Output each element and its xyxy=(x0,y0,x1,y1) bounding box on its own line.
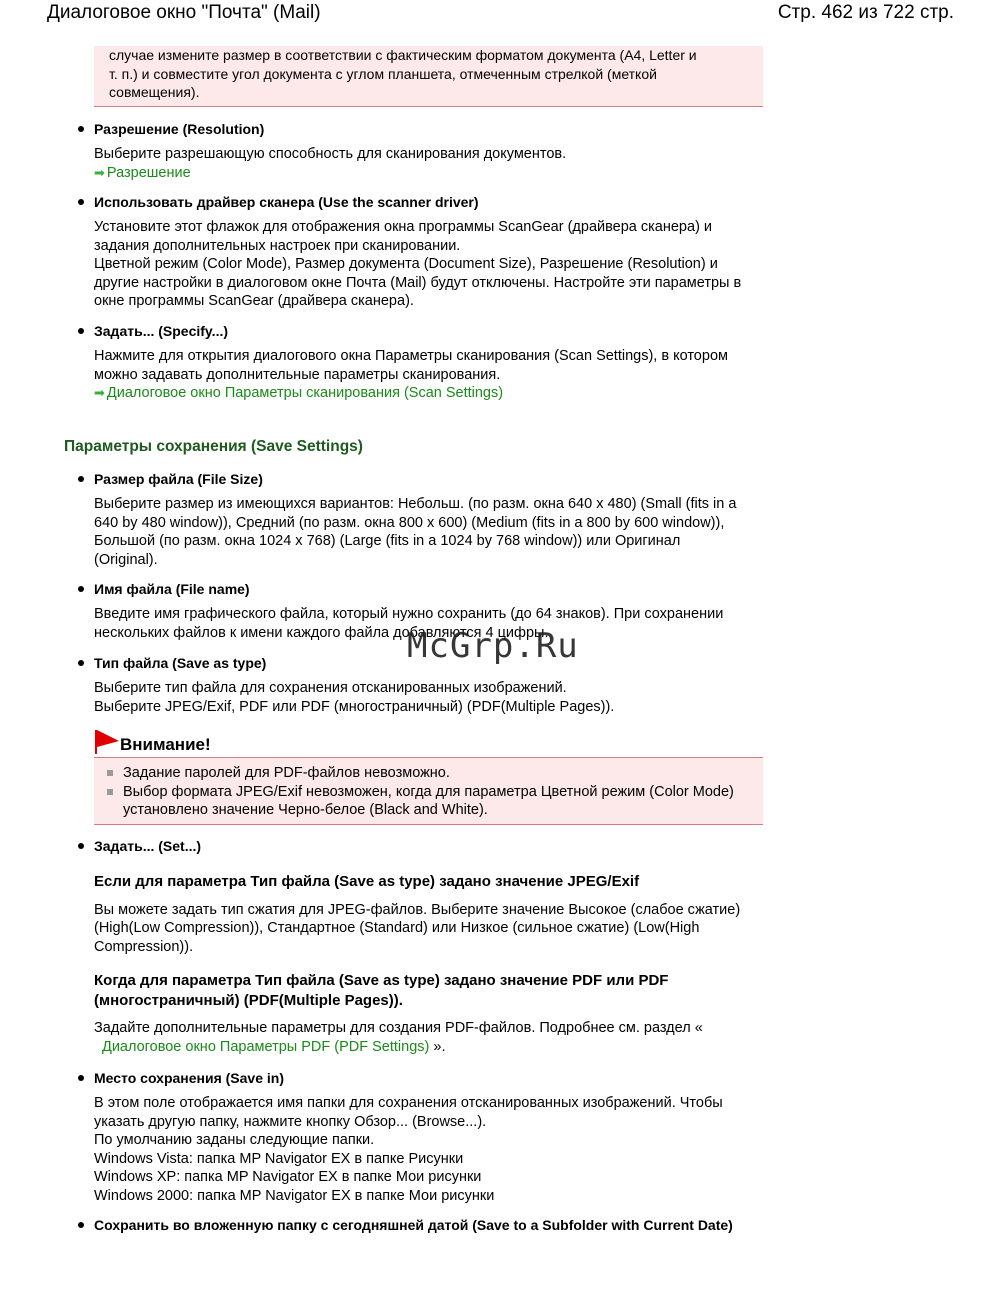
item-title: Тип файла (Save as type) xyxy=(94,655,267,671)
item-text: Вы можете задать тип сжатия для JPEG-файлов. Выберите значение Высокое (слабое сжатие) xyxy=(94,901,741,918)
item-text: 640 by 480 window)), Средний (по разм. окна 800 x 600) (Medium (fits in a 800 by 600 window)), xyxy=(94,514,725,531)
link-text[interactable]: Диалоговое окно Параметры сканирования (Scan Settings) xyxy=(106,385,504,401)
section-heading-save-settings: Параметры сохранения (Save Settings) xyxy=(64,438,363,455)
subheading-jpeg: Если для параметра Тип файла (Save as type) задано значение JPEG/Exif xyxy=(94,873,640,890)
note-box xyxy=(94,46,763,107)
red-flag-icon xyxy=(94,729,120,755)
item-text: Windows 2000: папка MP Navigator EX в папке Мои рисунки xyxy=(94,1187,495,1204)
page-number: Стр. 462 из 722 стр. xyxy=(777,2,954,23)
link-suffix: ». xyxy=(433,1038,446,1055)
warning-title: Внимание! xyxy=(120,735,211,754)
square-bullet-icon xyxy=(107,789,113,795)
item-set xyxy=(94,837,764,1056)
item-text: Compression)). xyxy=(94,938,194,955)
bullet xyxy=(78,1075,84,1081)
bullet xyxy=(78,586,84,592)
bullet xyxy=(78,126,84,132)
link-text[interactable]: Разрешение xyxy=(106,164,191,181)
item-text: Windows Vista: папка MP Navigator EX в папке Рисунки xyxy=(94,1150,464,1167)
warning-item: Задание паролей для PDF-файлов невозможно. xyxy=(94,764,763,783)
item-text: указать другую папку, нажмите кнопку Обзор... (Browse...). xyxy=(94,1113,487,1130)
item-text: нескольких файлов к имени каждого файла добавляются 4 цифры. xyxy=(94,624,549,641)
bullet xyxy=(78,199,84,205)
watermark: McGrp.Ru xyxy=(407,626,579,666)
bullet xyxy=(78,476,84,482)
item-text: Установите этот флажок для отображения окна программы ScanGear (драйвера сканера) и xyxy=(94,219,713,235)
item-title: Имя файла (File name) xyxy=(94,581,250,597)
item-title: Сохранить во вложенную папку с сегодняшней датой (Save to a Subfolder with Current Date) xyxy=(94,1217,733,1233)
item-text: Выберите тип файла для сохранения отсканированных изображений. xyxy=(94,680,567,696)
item-scanner-driver xyxy=(94,193,764,311)
item-title: Размер файла (File Size) xyxy=(94,471,263,487)
item-text: другие настройки в диалоговом окне Почта (Mail) будут отключены. Настройте эти параметры в xyxy=(94,274,742,291)
item-save-in xyxy=(94,1069,764,1205)
bullet xyxy=(78,328,84,334)
bullet xyxy=(78,843,84,849)
subheading-pdf: (многостраничный) (PDF(Multiple Pages)). xyxy=(94,991,403,1009)
item-text: Выберите размер из имеющихся вариантов: Небольш. (по разм. окна 640 x 480) (Small (fits in a xyxy=(94,496,737,512)
item-text: Windows XP: папка MP Navigator EX в папке Мои рисунки xyxy=(94,1169,482,1185)
item-resolution xyxy=(94,120,764,182)
item-title: Использовать драйвер сканера (Use the scanner driver) xyxy=(94,194,479,210)
item-file-size xyxy=(94,470,764,569)
item-text: По умолчанию заданы следующие папки. xyxy=(94,1132,375,1148)
pdf-link-line xyxy=(94,1038,764,1057)
square-bullet-icon xyxy=(107,770,113,776)
bullet xyxy=(78,1222,84,1228)
item-title: Разрешение (Resolution) xyxy=(94,121,265,137)
page-header-title: Диалоговое окно "Почта" (Mail) xyxy=(47,2,321,23)
item-text: В этом поле отображается имя папки для сохранения отсканированных изображений. Чтобы xyxy=(94,1095,723,1111)
arrow-right-icon: ➡ xyxy=(94,385,105,400)
item-text: можно задавать дополнительные параметры сканирования. xyxy=(94,366,501,383)
arrow-right-icon: ➡ xyxy=(94,164,105,180)
item-text: окне программы ScanGear (драйвера сканера). xyxy=(94,293,414,309)
item-text: Большой (по разм. окна 1024 x 768) (Large (fits in a 1024 by 768 window)) или Оригинал xyxy=(94,533,681,549)
item-specify xyxy=(94,322,764,403)
item-text: (High(Low Compression)), Стандартное (Standard) или Низкое (сильное сжатие) (Low(High xyxy=(94,920,700,936)
pdf-settings-link[interactable]: Диалоговое окно Параметры PDF (PDF Settings) xyxy=(102,1038,430,1055)
bullet xyxy=(78,660,84,666)
item-text: Выберите JPEG/Exif, PDF или PDF (многостраничный) (PDF(Multiple Pages)). xyxy=(94,698,615,715)
item-text: Введите имя графического файла, который нужно сохранить (до 64 знаков). При сохранении xyxy=(94,606,724,622)
item-title: Задать... (Set...) xyxy=(94,838,202,854)
item-text: Выберите разрешающую способность для сканирования документов. xyxy=(94,146,567,162)
item-text: (Original). xyxy=(94,551,158,568)
item-text: Нажмите для открытия диалогового окна Параметры сканирования (Scan Settings), в котором xyxy=(94,348,728,364)
warning-item: Выбор формата JPEG/Exif невозможен, когда для параметра Цветной режим (Color Mode) установлено значение Черно-белое (Black and White). xyxy=(94,783,763,820)
item-title: Место сохранения (Save in) xyxy=(94,1070,284,1086)
item-subfolder xyxy=(94,1216,764,1234)
note-line: совмещения). xyxy=(109,84,200,100)
note-line: случае измените размер в соответствии с фактическим форматом документа (A4, Letter и xyxy=(109,47,697,63)
warning-box xyxy=(94,757,763,825)
item-text: Цветной режим (Color Mode), Размер документа (Document Size), Разрешение (Resolution) и xyxy=(94,256,718,272)
item-text: задания дополнительных настроек при сканировании. xyxy=(94,237,461,254)
note-line: т. п.) и совместите угол документа с углом планшета, отмеченным стрелкой (меткой xyxy=(109,65,657,82)
item-text: Задайте дополнительные параметры для создания PDF-файлов. Подробнее см. раздел « xyxy=(94,1020,703,1036)
resolution-link[interactable] xyxy=(94,164,764,183)
subheading-pdf: Когда для параметра Тип файла (Save as type) задано значение PDF или PDF xyxy=(94,972,669,989)
item-title: Задать... (Specify...) xyxy=(94,323,229,339)
scan-settings-link[interactable] xyxy=(94,384,764,403)
warning-header xyxy=(94,729,764,757)
